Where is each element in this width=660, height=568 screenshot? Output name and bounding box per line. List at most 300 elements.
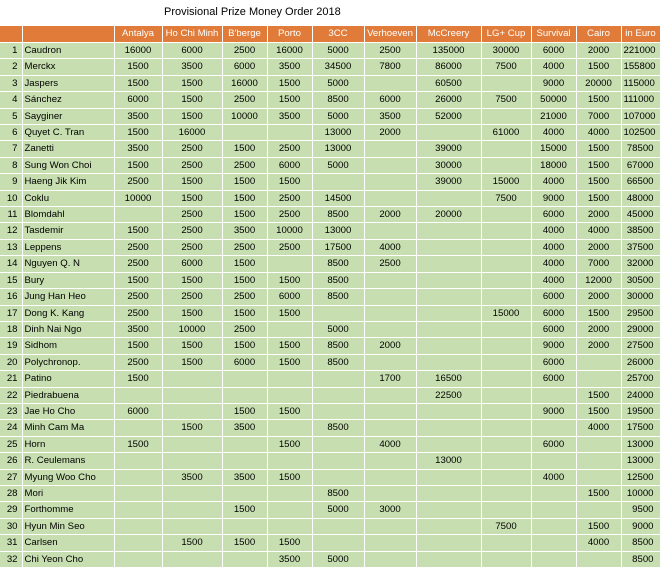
table-row	[0, 92, 660, 108]
table-row	[0, 371, 660, 387]
prize-cell	[481, 371, 531, 387]
prize-cell	[222, 387, 267, 403]
prize-cell: 2500	[222, 239, 267, 255]
prize-cell: 6000	[267, 289, 312, 305]
column-header	[0, 26, 22, 43]
prize-cell: 1500	[114, 272, 162, 288]
prize-cell	[364, 354, 416, 370]
prize-cell	[481, 272, 531, 288]
table-row	[0, 256, 660, 272]
prize-cell: 16000	[222, 75, 267, 91]
prize-cell: 13000	[312, 125, 364, 141]
prize-cell: 13000	[312, 141, 364, 157]
prize-cell	[481, 403, 531, 419]
prize-cell: 2500	[267, 239, 312, 255]
prize-cell: 10000	[222, 108, 267, 124]
prize-cell	[416, 420, 481, 436]
player-name-cell: Blomdahl	[22, 207, 114, 223]
prize-cell: 4000	[531, 125, 576, 141]
player-name-cell: Leppens	[22, 239, 114, 255]
total-euro-cell: 29500	[621, 305, 660, 321]
prize-cell: 1500	[162, 92, 222, 108]
prize-cell	[364, 420, 416, 436]
prize-cell: 2500	[267, 207, 312, 223]
prize-cell: 3500	[222, 223, 267, 239]
player-name-cell: Hyun Min Seo	[22, 518, 114, 534]
prize-cell: 2500	[222, 321, 267, 337]
prize-cell: 1500	[267, 469, 312, 485]
prize-cell: 2500	[114, 354, 162, 370]
rank-cell: 6	[0, 125, 22, 141]
total-euro-cell: 17500	[621, 420, 660, 436]
prize-cell	[364, 272, 416, 288]
rank-cell: 21	[0, 371, 22, 387]
prize-cell: 6000	[114, 92, 162, 108]
prize-cell: 1500	[267, 272, 312, 288]
prize-cell: 2000	[364, 338, 416, 354]
prize-cell	[267, 387, 312, 403]
prize-cell: 20000	[576, 75, 621, 91]
rank-cell: 17	[0, 305, 22, 321]
total-euro-cell: 13000	[621, 436, 660, 452]
rank-cell: 14	[0, 256, 22, 272]
total-euro-cell: 24000	[621, 387, 660, 403]
prize-cell: 3500	[364, 108, 416, 124]
player-name-cell: Sánchez	[22, 92, 114, 108]
prize-cell	[576, 502, 621, 518]
prize-cell: 9000	[531, 75, 576, 91]
prize-cell: 4000	[531, 239, 576, 255]
prize-cell	[481, 157, 531, 173]
prize-cell	[222, 453, 267, 469]
prize-cell	[267, 125, 312, 141]
prize-cell: 1500	[114, 371, 162, 387]
total-euro-cell: 13000	[621, 453, 660, 469]
prize-cell	[312, 436, 364, 452]
player-name-cell: Nguyen Q. N	[22, 256, 114, 272]
prize-cell: 6000	[162, 43, 222, 59]
rank-cell: 8	[0, 157, 22, 173]
prize-cell	[222, 436, 267, 452]
prize-cell: 5000	[312, 108, 364, 124]
prize-cell	[364, 141, 416, 157]
prize-cell: 2000	[576, 321, 621, 337]
prize-cell	[416, 125, 481, 141]
prize-cell	[364, 305, 416, 321]
prize-cell	[481, 321, 531, 337]
prize-cell: 50000	[531, 92, 576, 108]
prize-cell	[312, 305, 364, 321]
total-euro-cell: 48000	[621, 190, 660, 206]
prize-cell	[481, 469, 531, 485]
rank-cell: 3	[0, 75, 22, 91]
rank-cell: 23	[0, 403, 22, 419]
prize-cell: 15000	[531, 141, 576, 157]
prize-cell: 9000	[531, 338, 576, 354]
prize-cell	[162, 436, 222, 452]
prize-cell	[481, 207, 531, 223]
prize-cell	[481, 289, 531, 305]
prize-cell	[416, 551, 481, 567]
prize-cell	[114, 469, 162, 485]
rank-cell: 16	[0, 289, 22, 305]
rank-cell: 13	[0, 239, 22, 255]
prize-cell: 20000	[416, 207, 481, 223]
prize-cell	[416, 256, 481, 272]
prize-cell: 5000	[312, 502, 364, 518]
prize-money-table	[0, 26, 660, 568]
column-header: McCreery	[416, 26, 481, 43]
player-name-cell: Piedrabuena	[22, 387, 114, 403]
column-header: Verhoeven	[364, 26, 416, 43]
player-name-cell: Dong K. Kang	[22, 305, 114, 321]
table-row	[0, 223, 660, 239]
column-header: Antalya	[114, 26, 162, 43]
prize-cell	[267, 256, 312, 272]
prize-cell	[162, 387, 222, 403]
prize-cell: 2500	[162, 289, 222, 305]
table-row	[0, 420, 660, 436]
prize-cell: 8500	[312, 338, 364, 354]
prize-cell: 1500	[162, 75, 222, 91]
prize-cell	[481, 141, 531, 157]
rank-cell: 30	[0, 518, 22, 534]
prize-cell	[364, 289, 416, 305]
total-euro-cell: 155800	[621, 59, 660, 75]
total-euro-cell: 12500	[621, 469, 660, 485]
prize-cell	[364, 453, 416, 469]
prize-cell: 6000	[531, 371, 576, 387]
prize-cell	[364, 321, 416, 337]
prize-cell: 10000	[162, 321, 222, 337]
prize-cell: 10000	[267, 223, 312, 239]
prize-cell	[222, 125, 267, 141]
prize-cell	[576, 469, 621, 485]
column-header	[22, 26, 114, 43]
prize-cell: 7800	[364, 59, 416, 75]
prize-cell: 8500	[312, 289, 364, 305]
table-row	[0, 453, 660, 469]
prize-cell: 2500	[222, 289, 267, 305]
prize-cell	[481, 239, 531, 255]
prize-cell	[312, 403, 364, 419]
table-row	[0, 190, 660, 206]
prize-cell	[222, 551, 267, 567]
prize-cell: 1500	[162, 108, 222, 124]
prize-cell: 1500	[162, 420, 222, 436]
prize-cell	[222, 518, 267, 534]
prize-cell: 4000	[531, 256, 576, 272]
prize-cell	[481, 535, 531, 551]
prize-cell: 8500	[312, 207, 364, 223]
rank-cell: 28	[0, 485, 22, 501]
header-row	[0, 26, 660, 43]
prize-cell	[531, 518, 576, 534]
prize-cell: 8500	[312, 272, 364, 288]
prize-cell: 4000	[531, 174, 576, 190]
prize-cell: 16500	[416, 371, 481, 387]
prize-cell: 9000	[531, 403, 576, 419]
prize-cell: 2500	[222, 157, 267, 173]
prize-cell	[416, 354, 481, 370]
prize-cell: 1500	[576, 485, 621, 501]
prize-cell: 2500	[114, 256, 162, 272]
prize-cell: 2000	[364, 125, 416, 141]
prize-cell: 1500	[162, 354, 222, 370]
prize-cell: 2500	[162, 207, 222, 223]
rank-cell: 29	[0, 502, 22, 518]
table-row	[0, 469, 660, 485]
prize-cell	[481, 223, 531, 239]
table-row	[0, 157, 660, 173]
prize-cell	[267, 321, 312, 337]
prize-cell: 1500	[222, 535, 267, 551]
prize-cell: 1500	[114, 338, 162, 354]
player-name-cell: Tasdemir	[22, 223, 114, 239]
total-euro-cell: 67000	[621, 157, 660, 173]
prize-cell	[481, 387, 531, 403]
total-euro-cell: 26000	[621, 354, 660, 370]
player-name-cell: Myung Woo Cho	[22, 469, 114, 485]
prize-cell: 6000	[114, 403, 162, 419]
prize-cell: 1500	[222, 190, 267, 206]
prize-cell: 1500	[162, 305, 222, 321]
rank-cell: 26	[0, 453, 22, 469]
prize-cell	[531, 535, 576, 551]
prize-cell	[416, 535, 481, 551]
prize-cell: 16000	[114, 43, 162, 59]
rank-cell: 1	[0, 43, 22, 59]
prize-cell	[416, 272, 481, 288]
column-header: B'berge	[222, 26, 267, 43]
player-name-cell: R. Ceulemans	[22, 453, 114, 469]
prize-cell: 2500	[267, 190, 312, 206]
prize-cell: 30000	[481, 43, 531, 59]
column-header: 3CC	[312, 26, 364, 43]
prize-cell	[576, 436, 621, 452]
prize-cell	[162, 502, 222, 518]
prize-cell: 6000	[531, 436, 576, 452]
prize-cell	[364, 518, 416, 534]
table-row	[0, 502, 660, 518]
prize-cell	[162, 453, 222, 469]
table-row	[0, 108, 660, 124]
prize-cell: 2500	[114, 305, 162, 321]
prize-cell: 34500	[312, 59, 364, 75]
title-row	[0, 0, 660, 26]
table-body	[0, 43, 660, 568]
prize-cell	[114, 207, 162, 223]
prize-cell	[416, 518, 481, 534]
prize-cell	[162, 403, 222, 419]
prize-cell: 4000	[531, 59, 576, 75]
table-row	[0, 338, 660, 354]
prize-cell	[576, 551, 621, 567]
prize-cell: 4000	[531, 272, 576, 288]
prize-cell: 1500	[576, 190, 621, 206]
prize-cell: 18000	[531, 157, 576, 173]
prize-cell: 15000	[481, 174, 531, 190]
prize-cell	[267, 453, 312, 469]
table-row	[0, 321, 660, 337]
prize-cell	[267, 371, 312, 387]
prize-cell	[267, 420, 312, 436]
prize-cell: 1500	[576, 92, 621, 108]
prize-cell: 1500	[222, 502, 267, 518]
prize-cell: 8500	[312, 256, 364, 272]
prize-cell	[481, 256, 531, 272]
prize-cell: 1700	[364, 371, 416, 387]
prize-cell: 6000	[531, 321, 576, 337]
prize-cell: 2500	[222, 43, 267, 59]
prize-cell: 2500	[162, 157, 222, 173]
prize-cell	[416, 469, 481, 485]
prize-cell	[312, 387, 364, 403]
total-euro-cell: 78500	[621, 141, 660, 157]
prize-cell	[531, 502, 576, 518]
prize-cell: 3500	[222, 420, 267, 436]
prize-cell	[114, 387, 162, 403]
prize-cell: 2500	[162, 223, 222, 239]
prize-cell: 2000	[576, 43, 621, 59]
prize-cell	[114, 535, 162, 551]
table-row	[0, 305, 660, 321]
prize-cell	[364, 403, 416, 419]
prize-cell: 1500	[114, 223, 162, 239]
total-euro-cell: 30500	[621, 272, 660, 288]
prize-cell: 2500	[267, 141, 312, 157]
prize-cell: 39000	[416, 141, 481, 157]
prize-cell	[364, 469, 416, 485]
prize-cell: 1500	[162, 535, 222, 551]
total-euro-cell: 45000	[621, 207, 660, 223]
table-row	[0, 174, 660, 190]
prize-cell	[162, 551, 222, 567]
player-name-cell: Chi Yeon Cho	[22, 551, 114, 567]
prize-cell	[531, 420, 576, 436]
prize-cell	[416, 321, 481, 337]
prize-cell: 3000	[364, 502, 416, 518]
prize-cell: 1500	[114, 436, 162, 452]
prize-cell	[416, 239, 481, 255]
prize-cell	[364, 190, 416, 206]
prize-cell: 6000	[531, 289, 576, 305]
rank-cell: 4	[0, 92, 22, 108]
player-name-cell: Sayginer	[22, 108, 114, 124]
total-euro-cell: 8500	[621, 551, 660, 567]
prize-cell: 1500	[576, 518, 621, 534]
prize-cell: 7000	[576, 256, 621, 272]
prize-cell: 3500	[114, 321, 162, 337]
total-euro-cell: 27500	[621, 338, 660, 354]
prize-cell: 7500	[481, 59, 531, 75]
prize-cell: 1500	[162, 272, 222, 288]
table-row	[0, 75, 660, 91]
player-name-cell: Coklu	[22, 190, 114, 206]
prize-cell	[114, 453, 162, 469]
prize-cell: 16000	[162, 125, 222, 141]
prize-cell	[416, 190, 481, 206]
prize-cell: 2000	[576, 289, 621, 305]
prize-cell: 3500	[222, 469, 267, 485]
rank-cell: 22	[0, 387, 22, 403]
table-row	[0, 141, 660, 157]
prize-cell: 1500	[162, 338, 222, 354]
prize-cell	[162, 371, 222, 387]
prize-cell: 135000	[416, 43, 481, 59]
prize-cell	[576, 453, 621, 469]
prize-cell: 1500	[222, 338, 267, 354]
prize-cell: 4000	[531, 469, 576, 485]
prize-cell	[114, 518, 162, 534]
prize-cell	[267, 502, 312, 518]
table-row	[0, 436, 660, 452]
rank-cell: 25	[0, 436, 22, 452]
prize-cell: 12000	[576, 272, 621, 288]
prize-cell: 2500	[162, 141, 222, 157]
prize-cell: 17500	[312, 239, 364, 255]
prize-cell	[114, 420, 162, 436]
rank-cell: 31	[0, 535, 22, 551]
prize-cell: 1500	[222, 207, 267, 223]
prize-cell	[267, 518, 312, 534]
prize-cell	[481, 75, 531, 91]
prize-cell	[364, 535, 416, 551]
table-row	[0, 403, 660, 419]
prize-cell	[416, 403, 481, 419]
prize-cell	[416, 305, 481, 321]
prize-cell: 4000	[531, 223, 576, 239]
prize-cell: 2000	[576, 239, 621, 255]
prize-cell: 1500	[222, 174, 267, 190]
prize-cell	[416, 502, 481, 518]
prize-cell: 1500	[114, 125, 162, 141]
prize-cell: 2000	[576, 207, 621, 223]
prize-cell	[162, 518, 222, 534]
prize-cell: 14500	[312, 190, 364, 206]
rank-cell: 12	[0, 223, 22, 239]
prize-cell: 3500	[267, 59, 312, 75]
table-row	[0, 354, 660, 370]
prize-cell	[312, 453, 364, 469]
column-header: Survival	[531, 26, 576, 43]
prize-cell: 39000	[416, 174, 481, 190]
table-row	[0, 207, 660, 223]
table-row	[0, 387, 660, 403]
prize-cell	[576, 371, 621, 387]
player-name-cell: Sidhom	[22, 338, 114, 354]
prize-cell: 1500	[222, 141, 267, 157]
prize-cell: 1500	[222, 272, 267, 288]
prize-cell	[312, 518, 364, 534]
prize-cell	[364, 223, 416, 239]
prize-cell: 4000	[364, 436, 416, 452]
total-euro-cell: 9500	[621, 502, 660, 518]
prize-cell: 1500	[162, 174, 222, 190]
total-euro-cell: 29000	[621, 321, 660, 337]
rank-cell: 18	[0, 321, 22, 337]
prize-cell	[114, 502, 162, 518]
prize-cell: 6000	[364, 92, 416, 108]
prize-cell: 6000	[222, 59, 267, 75]
prize-cell: 5000	[312, 321, 364, 337]
rank-cell: 27	[0, 469, 22, 485]
prize-cell: 5000	[312, 43, 364, 59]
prize-cell: 6000	[531, 43, 576, 59]
player-name-cell: Forthomme	[22, 502, 114, 518]
player-name-cell: Patino	[22, 371, 114, 387]
prize-cell	[312, 535, 364, 551]
